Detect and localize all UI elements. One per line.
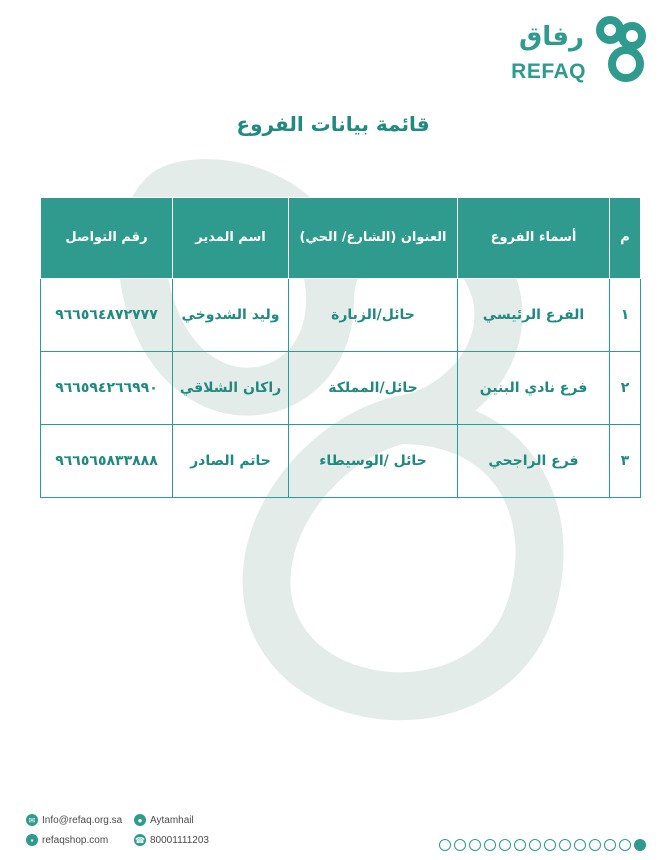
cell-manager: حاتم الصادر: [173, 425, 289, 498]
table-row: [41, 425, 641, 498]
footer-shop[interactable]: [26, 834, 108, 846]
table-row: [41, 352, 641, 425]
cell-phone: ٩٦٦٥٩٤٢٦٦٩٩٠: [41, 352, 173, 425]
cell-number: ٣: [610, 425, 641, 498]
user-icon: ●: [134, 814, 146, 826]
cell-phone: ٩٦٦٥٦٤٨٧٢٧٧٧: [41, 279, 173, 352]
dot: [454, 839, 466, 851]
header-branch-name: أسماء الفروع: [458, 198, 610, 279]
footer-social-text: Aytamhail: [150, 814, 194, 826]
logo-english-text: REFAQ: [511, 60, 586, 83]
header-address: العنوان (الشارع/ الحي): [289, 198, 458, 279]
dot: [499, 839, 511, 851]
cell-branch-name: الفرع الرئيسي: [458, 279, 610, 352]
cell-number: ٢: [610, 352, 641, 425]
cell-manager: وليد الشدوخي: [173, 279, 289, 352]
email-icon: ✉: [26, 814, 38, 826]
dot: [514, 839, 526, 851]
logo-arabic-text: رفاق: [519, 22, 584, 52]
table-header-row: [41, 198, 641, 279]
dot-filled: [634, 839, 646, 851]
cell-address: حائل/الزبارة: [289, 279, 458, 352]
branches-table: [40, 197, 641, 498]
dot: [544, 839, 556, 851]
cell-number: ١: [610, 279, 641, 352]
table-row: [41, 279, 641, 352]
footer-social[interactable]: [134, 814, 194, 826]
phone-icon: ☎: [135, 835, 145, 845]
footer-shop-text: refaqshop.com: [42, 834, 109, 846]
footer-contacts: [26, 810, 246, 860]
footer-email-text: Info@refaq.org.sa: [42, 814, 123, 826]
dot: [574, 839, 586, 851]
header-manager: اسم المدير: [173, 198, 289, 279]
footer-phone-text: 80001111203: [150, 834, 209, 846]
dot: [484, 839, 496, 851]
decorative-dots: [439, 839, 646, 851]
dot: [604, 839, 616, 851]
dot: [529, 839, 541, 851]
cart-icon: ▪: [26, 834, 38, 846]
cell-address: حائل/المملكة: [289, 352, 458, 425]
footer-email[interactable]: [26, 814, 122, 826]
header-phone: رقم التواصل: [41, 198, 173, 279]
page-title: قائمة بيانات الفروع: [236, 112, 430, 136]
header-number: م: [610, 198, 641, 279]
dot: [619, 839, 631, 851]
cell-manager: راكان الشلاقي: [173, 352, 289, 425]
dot: [469, 839, 481, 851]
dot: [559, 839, 571, 851]
cell-branch-name: فرع نادي البنين: [458, 352, 610, 425]
cell-branch-name: فرع الراجحي: [458, 425, 610, 498]
footer-phone[interactable]: [134, 834, 209, 846]
cell-address: حائل /الوسيطاء: [289, 425, 458, 498]
cell-phone: ٩٦٦٥٦٥٨٣٣٨٨٨: [41, 425, 173, 498]
logo-mark-icon: [588, 14, 654, 84]
dot: [439, 839, 451, 851]
dot: [589, 839, 601, 851]
refaq-logo: [504, 14, 654, 84]
